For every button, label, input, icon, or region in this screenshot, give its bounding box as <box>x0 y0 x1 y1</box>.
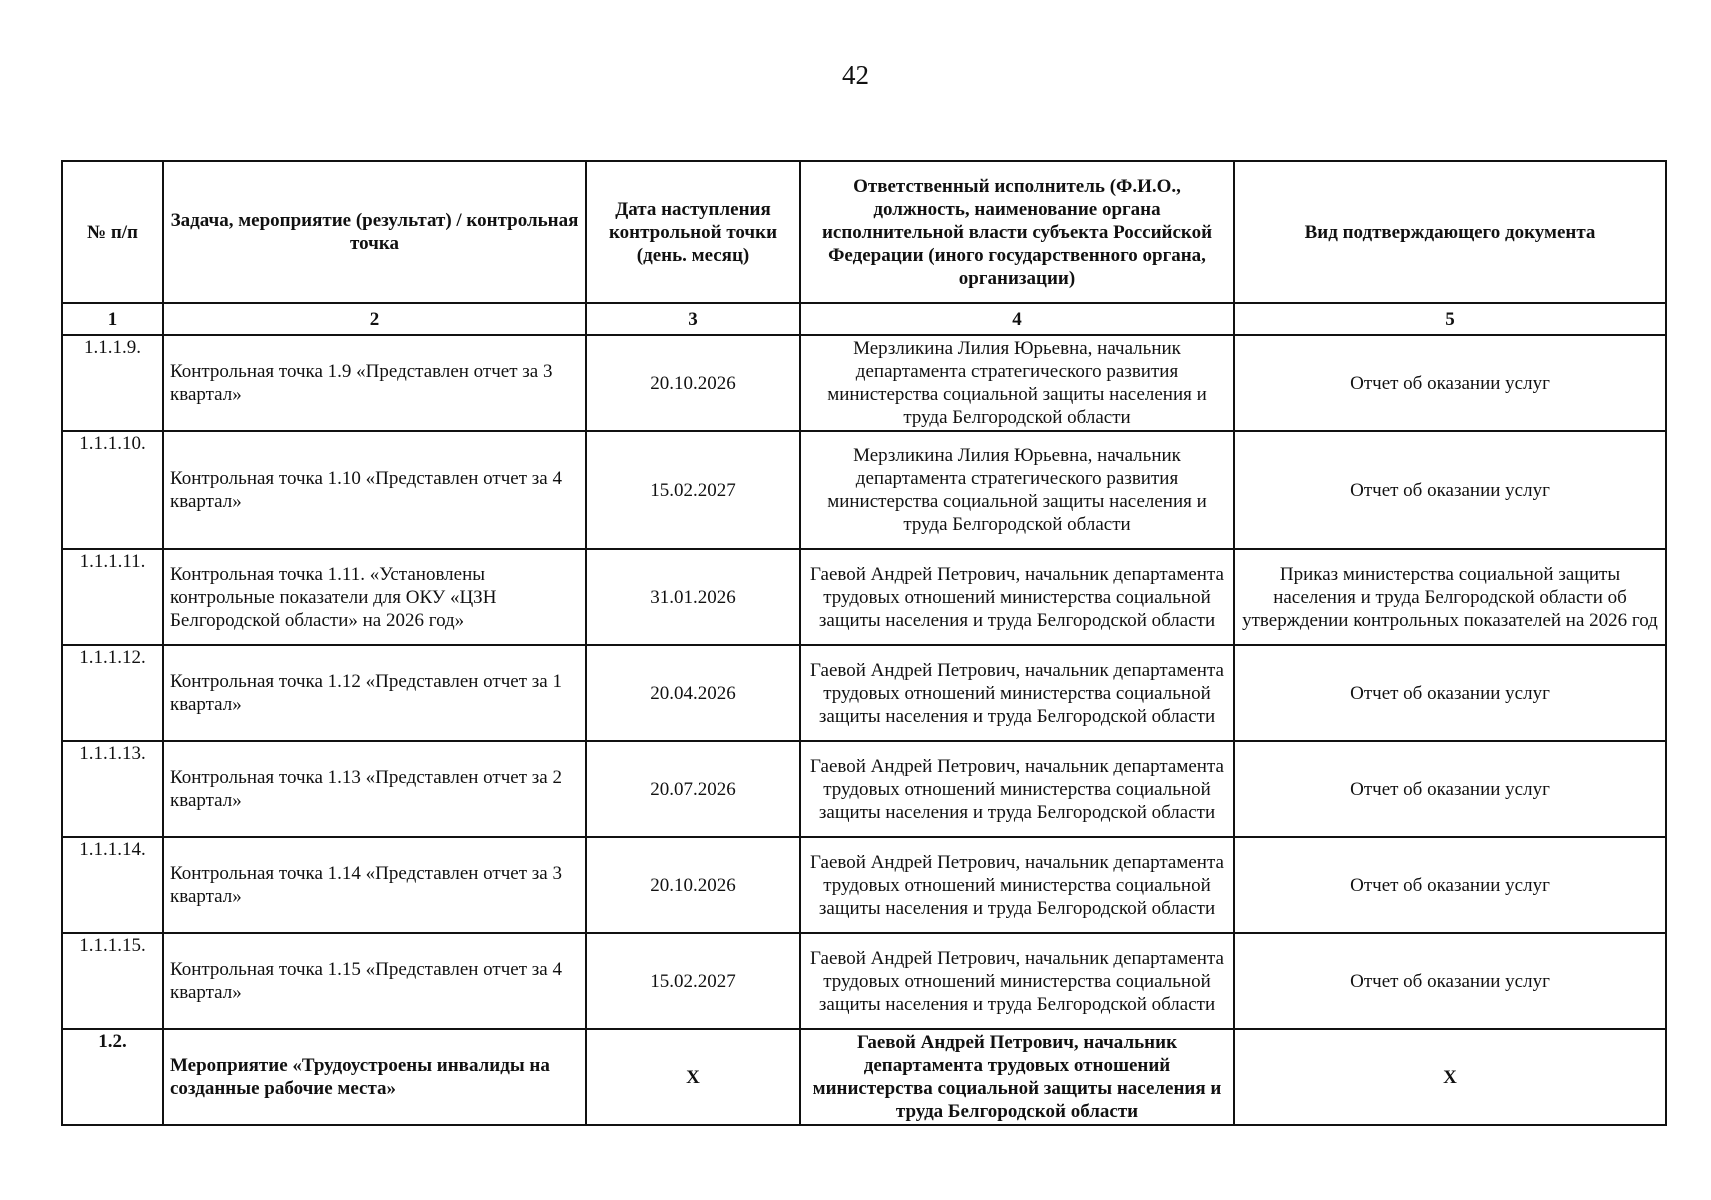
table-row <box>62 431 1666 549</box>
row-number: 1.2. <box>62 1029 163 1125</box>
column-number: 1 <box>62 303 163 335</box>
control-points-table <box>61 160 1667 1126</box>
table-row <box>62 549 1666 645</box>
row-date: 20.10.2026 <box>586 837 800 933</box>
row-document-type: Отчет об оказании услуг <box>1234 837 1666 933</box>
row-date: 15.02.2027 <box>586 933 800 1029</box>
row-number: 1.1.1.15. <box>62 933 163 1029</box>
row-task: Контрольная точка 1.10 «Представлен отчет за 4 квартал» <box>163 431 586 549</box>
row-responsible: Гаевой Андрей Петрович, начальник департамента трудовых отношений министерства социальной защиты населения и труда Белгородской области <box>800 549 1234 645</box>
row-number: 1.1.1.10. <box>62 431 163 549</box>
header-date: Дата наступления контрольной точки (день. месяц) <box>586 161 800 303</box>
table-row <box>62 1029 1666 1125</box>
row-document-type: Отчет об оказании услуг <box>1234 741 1666 837</box>
row-responsible: Мерзликина Лилия Юрьевна, начальник департамента стратегического развития министерства социальной защиты населения и труда Белгородской области <box>800 431 1234 549</box>
row-date: 15.02.2027 <box>586 431 800 549</box>
table-row <box>62 933 1666 1029</box>
row-document-type: X <box>1234 1029 1666 1125</box>
row-task: Контрольная точка 1.14 «Представлен отчет за 3 квартал» <box>163 837 586 933</box>
column-number: 3 <box>586 303 800 335</box>
row-date: X <box>586 1029 800 1125</box>
row-task: Контрольная точка 1.15 «Представлен отчет за 4 квартал» <box>163 933 586 1029</box>
table-row <box>62 837 1666 933</box>
column-number: 2 <box>163 303 586 335</box>
row-task: Контрольная точка 1.12 «Представлен отчет за 1 квартал» <box>163 645 586 741</box>
row-document-type: Приказ министерства социальной защиты населения и труда Белгородской области об утверждении контрольных показателей на 2026 год <box>1234 549 1666 645</box>
row-number: 1.1.1.11. <box>62 549 163 645</box>
header-number: № п/п <box>62 161 163 303</box>
row-number: 1.1.1.12. <box>62 645 163 741</box>
header-responsible: Ответственный исполнитель (Ф.И.О., должность, наименование органа исполнительной власти субъекта Российской Федерации (иного государственного органа, организации) <box>800 161 1234 303</box>
row-number: 1.1.1.14. <box>62 837 163 933</box>
row-date: 20.10.2026 <box>586 335 800 431</box>
column-number: 4 <box>800 303 1234 335</box>
row-date: 20.04.2026 <box>586 645 800 741</box>
row-document-type: Отчет об оказании услуг <box>1234 933 1666 1029</box>
row-date: 20.07.2026 <box>586 741 800 837</box>
row-task: Контрольная точка 1.9 «Представлен отчет за 3 квартал» <box>163 335 586 431</box>
row-number: 1.1.1.9. <box>62 335 163 431</box>
row-date: 31.01.2026 <box>586 549 800 645</box>
table-header-row <box>62 161 1666 303</box>
row-number: 1.1.1.13. <box>62 741 163 837</box>
row-task: Контрольная точка 1.11. «Установлены контрольные показатели для ОКУ «ЦЗН Белгородской области» на 2026 год» <box>163 549 586 645</box>
row-document-type: Отчет об оказании услуг <box>1234 431 1666 549</box>
row-task: Мероприятие «Трудоустроены инвалиды на созданные рабочие места» <box>163 1029 586 1125</box>
row-responsible: Гаевой Андрей Петрович, начальник департамента трудовых отношений министерства социальной защиты населения и труда Белгородской области <box>800 1029 1234 1125</box>
header-document-type: Вид подтверждающего документа <box>1234 161 1666 303</box>
row-responsible: Гаевой Андрей Петрович, начальник департамента трудовых отношений министерства социальной защиты населения и труда Белгородской области <box>800 837 1234 933</box>
row-document-type: Отчет об оказании услуг <box>1234 335 1666 431</box>
row-document-type: Отчет об оказании услуг <box>1234 645 1666 741</box>
header-task: Задача, мероприятие (результат) / контрольная точка <box>163 161 586 303</box>
row-responsible: Мерзликина Лилия Юрьевна, начальник департамента стратегического развития министерства социальной защиты населения и труда Белгородской области <box>800 335 1234 431</box>
row-responsible: Гаевой Андрей Петрович, начальник департамента трудовых отношений министерства социальной защиты населения и труда Белгородской области <box>800 933 1234 1029</box>
row-responsible: Гаевой Андрей Петрович, начальник департамента трудовых отношений министерства социальной защиты населения и труда Белгородской области <box>800 741 1234 837</box>
table-row <box>62 645 1666 741</box>
row-task: Контрольная точка 1.13 «Представлен отчет за 2 квартал» <box>163 741 586 837</box>
table-row <box>62 335 1666 431</box>
column-numbers-row <box>62 303 1666 335</box>
page-number: 42 <box>842 60 869 90</box>
row-responsible: Гаевой Андрей Петрович, начальник департамента трудовых отношений министерства социальной защиты населения и труда Белгородской области <box>800 645 1234 741</box>
column-number: 5 <box>1234 303 1666 335</box>
table-row <box>62 741 1666 837</box>
